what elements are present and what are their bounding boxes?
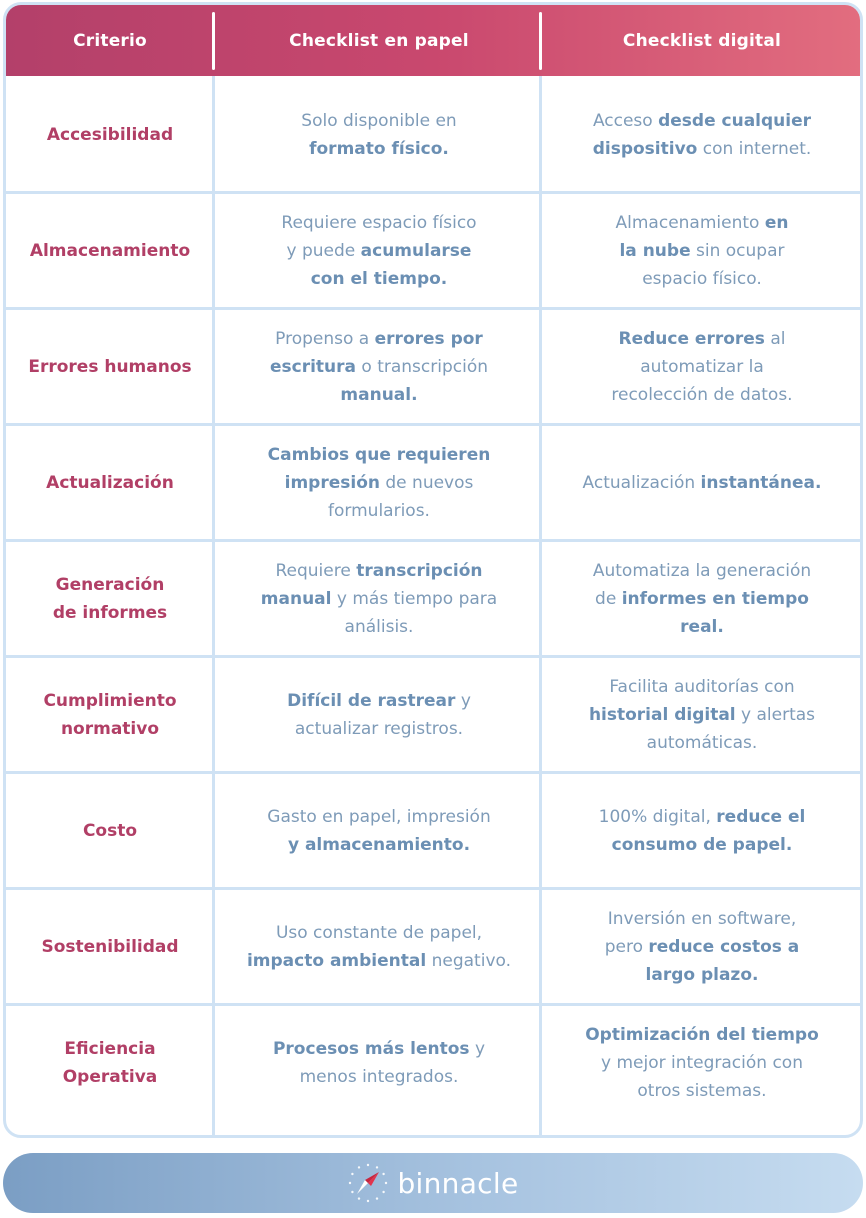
emphasis-text: en [764,212,789,233]
body-text: al [764,328,786,349]
digital-cell [544,78,860,191]
paper-cell [217,774,541,887]
header-digital: Checklist digital [622,30,782,51]
emphasis-text: acumularse [360,240,472,261]
paper-cell [217,890,541,1003]
body-text: espacio físico. [642,268,762,289]
header-divider [212,12,215,70]
table-row [6,78,860,191]
body-text: menos integrados. [299,1066,459,1087]
paper-cell [217,310,541,423]
body-text: otros sistemas. [637,1080,767,1101]
body-text: Actualización [582,472,701,493]
emphasis-text: informes en tiempo [621,588,809,609]
emphasis-text: Difícil de rastrear [287,690,456,711]
table-header [6,5,860,76]
paper-cell [217,194,541,307]
table-row [6,774,860,887]
compass-icon [347,1162,389,1204]
emphasis-text: manual. [340,384,418,405]
body-text: y puede [286,240,361,261]
table-row [6,426,860,539]
emphasis-text: manual [260,588,332,609]
criterio-label: Operativa [62,1066,158,1087]
body-text: Solo disponible en [301,110,457,131]
emphasis-text: dispositivo [592,138,698,159]
table-row [6,658,860,771]
criterio-cell [6,658,214,771]
body-text: y mejor integración con [600,1052,803,1073]
body-text: Automatiza la generación [592,560,812,581]
digital-cell [544,542,860,655]
criterio-label: Accesibilidad [46,124,174,145]
body-text: Acceso [592,110,659,131]
emphasis-text: y almacenamiento. [287,834,471,855]
emphasis-text: reduce costos a [648,936,800,957]
header-criterio: Criterio [73,30,147,51]
body-text: automáticas. [646,732,758,753]
emphasis-text: la nube [619,240,691,261]
digital-cell [544,658,860,771]
body-text: análisis. [344,616,414,637]
table-row [6,194,860,307]
body-text: formularios. [328,500,430,521]
paper-cell [217,658,541,771]
brand-logo [347,1162,518,1204]
body-text: con internet. [697,138,812,159]
criterio-label: Eficiencia [64,1038,156,1059]
emphasis-text: historial digital [588,704,736,725]
criterio-label: Generación [55,574,165,595]
digital-cell [544,774,860,887]
paper-cell [217,542,541,655]
body-text: sin ocupar [690,240,785,261]
criterio-cell [6,310,214,423]
paper-cell [217,78,541,191]
emphasis-text: transcripción [356,560,483,581]
brand-name: binnacle [397,1166,519,1200]
body-text: Almacenamiento [615,212,765,233]
digital-cell [544,890,860,1003]
body-text: Uso constante de papel, [275,922,483,943]
body-text: automatizar la [640,356,764,377]
criterio-cell [6,78,214,191]
criterio-label: Errores humanos [28,356,192,377]
emphasis-text: Procesos más lentos [272,1038,470,1059]
header-paper: Checklist en papel [289,30,469,51]
emphasis-text: Reduce errores [618,328,765,349]
body-text: y alertas [735,704,816,725]
digital-cell [544,310,860,423]
criterio-label: Almacenamiento [29,240,191,261]
body-text: pero [604,936,649,957]
paper-cell [217,1006,541,1119]
emphasis-text: desde cualquier [658,110,812,131]
emphasis-text: impacto ambiental [246,950,427,971]
emphasis-text: escritura [269,356,356,377]
emphasis-text: errores por [374,328,483,349]
body-text: Inversión en software, [607,908,797,929]
emphasis-text: largo plazo. [645,964,759,985]
criterio-cell [6,194,214,307]
criterio-cell [6,774,214,887]
emphasis-text: formato físico. [309,138,449,159]
body-text: o transcripción [356,356,489,377]
criterio-cell [6,890,214,1003]
body-text: Propenso a [275,328,375,349]
emphasis-text: instantánea. [700,472,822,493]
body-text: de nuevos [379,472,474,493]
criterio-cell [6,426,214,539]
table-row [6,542,860,655]
criterio-label: normativo [60,718,160,739]
body-text: 100% digital, [598,806,717,827]
paper-cell [217,426,541,539]
emphasis-text: Cambios que requieren [267,444,491,465]
body-text: negativo. [426,950,512,971]
body-text: y [469,1038,486,1059]
table-row [6,890,860,1003]
emphasis-text: reduce el [716,806,806,827]
criterio-label: de informes [52,602,168,623]
emphasis-text: real. [680,616,724,637]
criterio-label: Actualización [46,472,174,493]
criterio-label: Cumplimiento [43,690,177,711]
criterio-cell [6,542,214,655]
body-text: actualizar registros. [294,718,464,739]
table-row [6,1006,860,1119]
digital-cell [544,194,860,307]
criterio-label: Costo [82,820,138,841]
body-text: Requiere [275,560,357,581]
body-text: y más tiempo para [331,588,498,609]
body-text: recolección de datos. [611,384,793,405]
body-text: Gasto en papel, impresión [267,806,491,827]
table-row [6,310,860,423]
footer-banner [3,1153,863,1213]
body-text: de [595,588,622,609]
digital-cell [544,426,860,539]
emphasis-text: impresión [284,472,380,493]
criterio-cell [6,1006,214,1119]
body-text: Requiere espacio físico [281,212,477,233]
header-divider [539,12,542,70]
emphasis-text: con el tiempo. [310,268,448,289]
digital-cell [544,1006,860,1119]
emphasis-text: Optimización del tiempo [585,1024,819,1045]
comparison-table [3,2,863,1138]
body-text: Facilita auditorías con [609,676,795,697]
criterio-label: Sostenibilidad [41,936,179,957]
body-text: y [455,690,471,711]
emphasis-text: consumo de papel. [611,834,793,855]
